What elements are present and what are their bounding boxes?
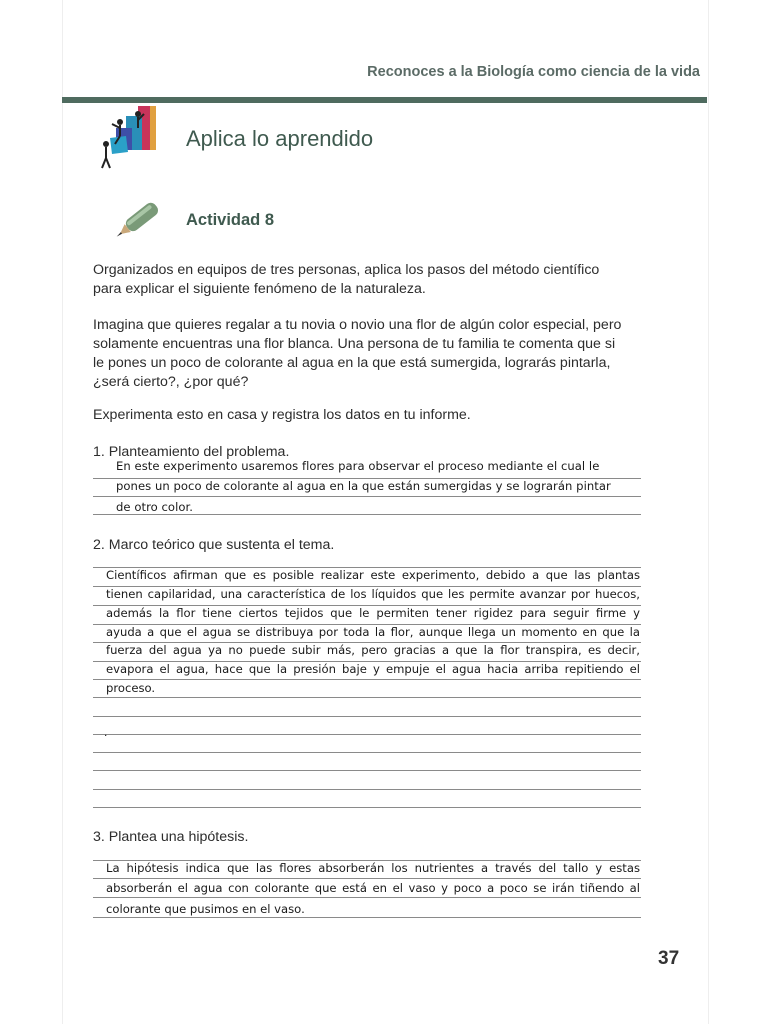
section-title: Aplica lo aprendido (186, 126, 374, 151)
answer-rule (93, 716, 641, 717)
stray-mark: . (104, 725, 108, 739)
instructions-paragraph-2 (93, 316, 641, 392)
answer-line: colorante que pusimos en el vaso. (106, 902, 305, 916)
question-1-label: 1. Planteamiento del problema. (93, 444, 290, 460)
text-line: le pones un poco de colorante al agua en la que está sumergida, lograrás pintarla, (93, 355, 611, 371)
question-3-label: 3. Plantea una hipótesis. (93, 829, 249, 845)
text-line: Organizados en equipos de tres personas, aplica los pasos del método científico (93, 262, 600, 278)
answer-rule (93, 897, 641, 898)
instructions-paragraph-3: Experimenta esto en casa y registra los datos en tu informe. (93, 407, 471, 423)
activity-title: Actividad 8 (186, 211, 275, 229)
answer-line: fuerza del agua ya no puede subir más, pero gracias a que la flor transpira, es decir, (106, 643, 640, 657)
answer-line: de otro color. (116, 500, 193, 514)
answer-line: Científicos afirman que es posible realizar este experimento, debido a que las plantas (106, 568, 640, 582)
answer-rule (93, 734, 641, 735)
answer-rule (93, 697, 641, 698)
answer-rule (93, 514, 641, 515)
text-line: para explicar el siguiente fenómeno de la naturaleza. (93, 281, 426, 297)
people-climbing-blocks-icon (98, 100, 170, 172)
answer-rule (93, 752, 641, 753)
instructions-paragraph-1 (93, 261, 641, 299)
text-line: Imagina que quieres regalar a tu novia o novio una flor de algún color especial, pero (93, 317, 622, 333)
text-line: solamente encuentras una flor blanca. Una persona de tu familia te comenta que si (93, 336, 616, 352)
marker-pen-icon (112, 198, 168, 244)
answer-rule (93, 807, 641, 808)
answer-rule (93, 789, 641, 790)
answer-rule (93, 878, 641, 879)
answer-line: pones un poco de colorante al agua en la que están sumergidas y se lograrán pintar (116, 479, 611, 493)
answer-line: La hipótesis indica que las flores absorberán los nutrientes a través del tallo y estas (106, 861, 640, 875)
question-2-label: 2. Marco teórico que sustenta el tema. (93, 537, 335, 553)
answer-line: absorberán el agua con colorante que está en el vaso y poco a poco se irán tiñendo al (106, 881, 640, 895)
page-number: 37 (658, 948, 680, 969)
header-title: Reconoces a la Biología como ciencia de la vida (367, 64, 700, 80)
answer-rule (93, 496, 641, 497)
text-line: ¿será cierto?, ¿por qué? (93, 374, 249, 390)
answer-line: proceso. (106, 681, 156, 695)
answer-rule (93, 679, 641, 680)
answer-line: tienen capilaridad, una característica de los líquidos que les permite avanzar por huecos, (106, 587, 640, 601)
answer-rule (93, 770, 641, 771)
answer-line: evapora el agua, hace que la presión baje y empuje el agua hacia arriba repitiendo el (106, 662, 640, 676)
answer-rule (93, 917, 641, 918)
answer-line: En este experimento usaremos flores para observar el proceso mediante el cual le (116, 459, 600, 473)
answer-line: ayuda a que el agua se distribuya por toda la flor, aunque llega un momento en que la (106, 625, 640, 639)
answer-line: además la flor tiene ciertos tejidos que le permiten tener rigidez para seguir firme y (106, 606, 640, 620)
